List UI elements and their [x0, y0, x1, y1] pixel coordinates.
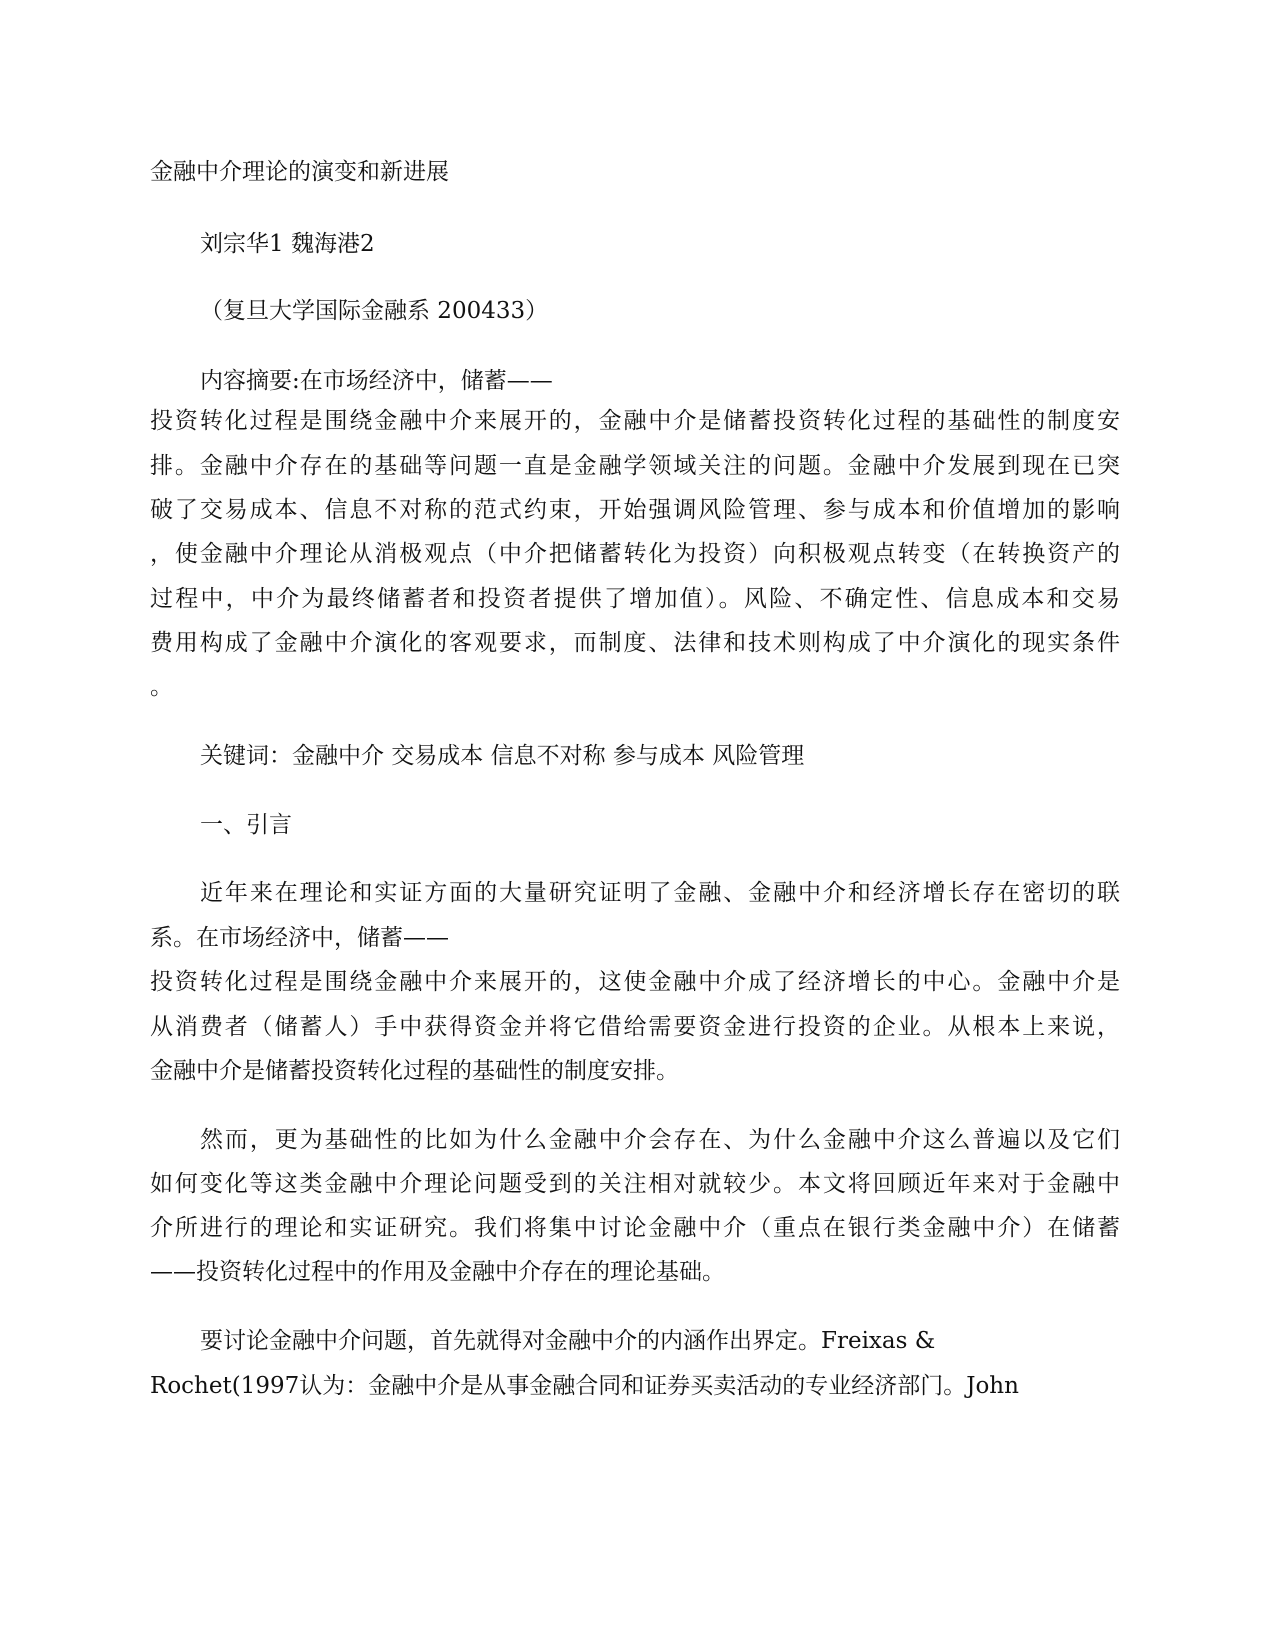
authors: 刘宗华1 魏海港2 [200, 231, 375, 257]
keywords: 关键词：金融中介 交易成本 信息不对称 参与成本 风险管理 [200, 743, 805, 769]
paragraph-line: ——投资转化过程中的作用及金融中介存在的理论基础。 [150, 1259, 725, 1285]
paragraph-line: 介所进行的理论和实证研究。我们将集中讨论金融中介（重点在银行类金融中介）在储蓄 [150, 1215, 1120, 1241]
document-title: 金融中介理论的演变和新进展 [150, 159, 449, 185]
paragraph-line: 要讨论金融中介问题，首先就得对金融中介的内涵作出界定。Freixas & [200, 1328, 936, 1354]
paragraph-line: Rochet(1997认为：金融中介是从事金融合同和证券买卖活动的专业经济部门。John [150, 1373, 1019, 1399]
paragraph-line: 如何变化等这类金融中介理论问题受到的关注相对就较少。本文将回顾近年来对于金融中 [150, 1171, 1120, 1197]
abstract-line: 内容摘要:在市场经济中，储蓄—— [200, 368, 553, 394]
paragraph-line: 金融中介是储蓄投资转化过程的基础性的制度安排。 [150, 1058, 679, 1084]
affiliation: （复旦大学国际金融系 200433） [200, 298, 549, 324]
abstract-line: 破了交易成本、信息不对称的范式约束，开始强调风险管理、参与成本和价值增加的影响 [150, 497, 1120, 523]
abstract-line: 过程中，中介为最终储蓄者和投资者提供了增加值）。风险、不确定性、信息成本和交易 [150, 586, 1120, 612]
abstract-line: ，使金融中介理论从消极观点（中介把储蓄转化为投资）向积极观点转变（在转换资产的 [150, 541, 1120, 567]
paragraph-line: 投资转化过程是围绕金融中介来展开的，这使金融中介成了经济增长的中心。金融中介是 [150, 969, 1120, 995]
paragraph-line: 然而，更为基础性的比如为什么金融中介会存在、为什么金融中介这么普遍以及它们 [200, 1127, 1120, 1153]
abstract-line: 投资转化过程是围绕金融中介来展开的，金融中介是储蓄投资转化过程的基础性的制度安 [150, 408, 1120, 434]
abstract-line: 。 [150, 674, 173, 700]
paragraph-line: 从消费者（储蓄人）手中获得资金并将它借给需要资金进行投资的企业。从根本上来说， [150, 1014, 1120, 1040]
paragraph-line: 系。在市场经济中，储蓄—— [150, 925, 449, 951]
section-heading: 一、引言 [200, 812, 292, 838]
paragraph-line: 近年来在理论和实证方面的大量研究证明了金融、金融中介和经济增长存在密切的联 [200, 880, 1120, 906]
abstract-line: 费用构成了金融中介演化的客观要求，而制度、法律和技术则构成了中介演化的现实条件 [150, 630, 1120, 656]
abstract-line: 排。金融中介存在的基础等问题一直是金融学领域关注的问题。金融中介发展到现在已突 [150, 453, 1120, 479]
